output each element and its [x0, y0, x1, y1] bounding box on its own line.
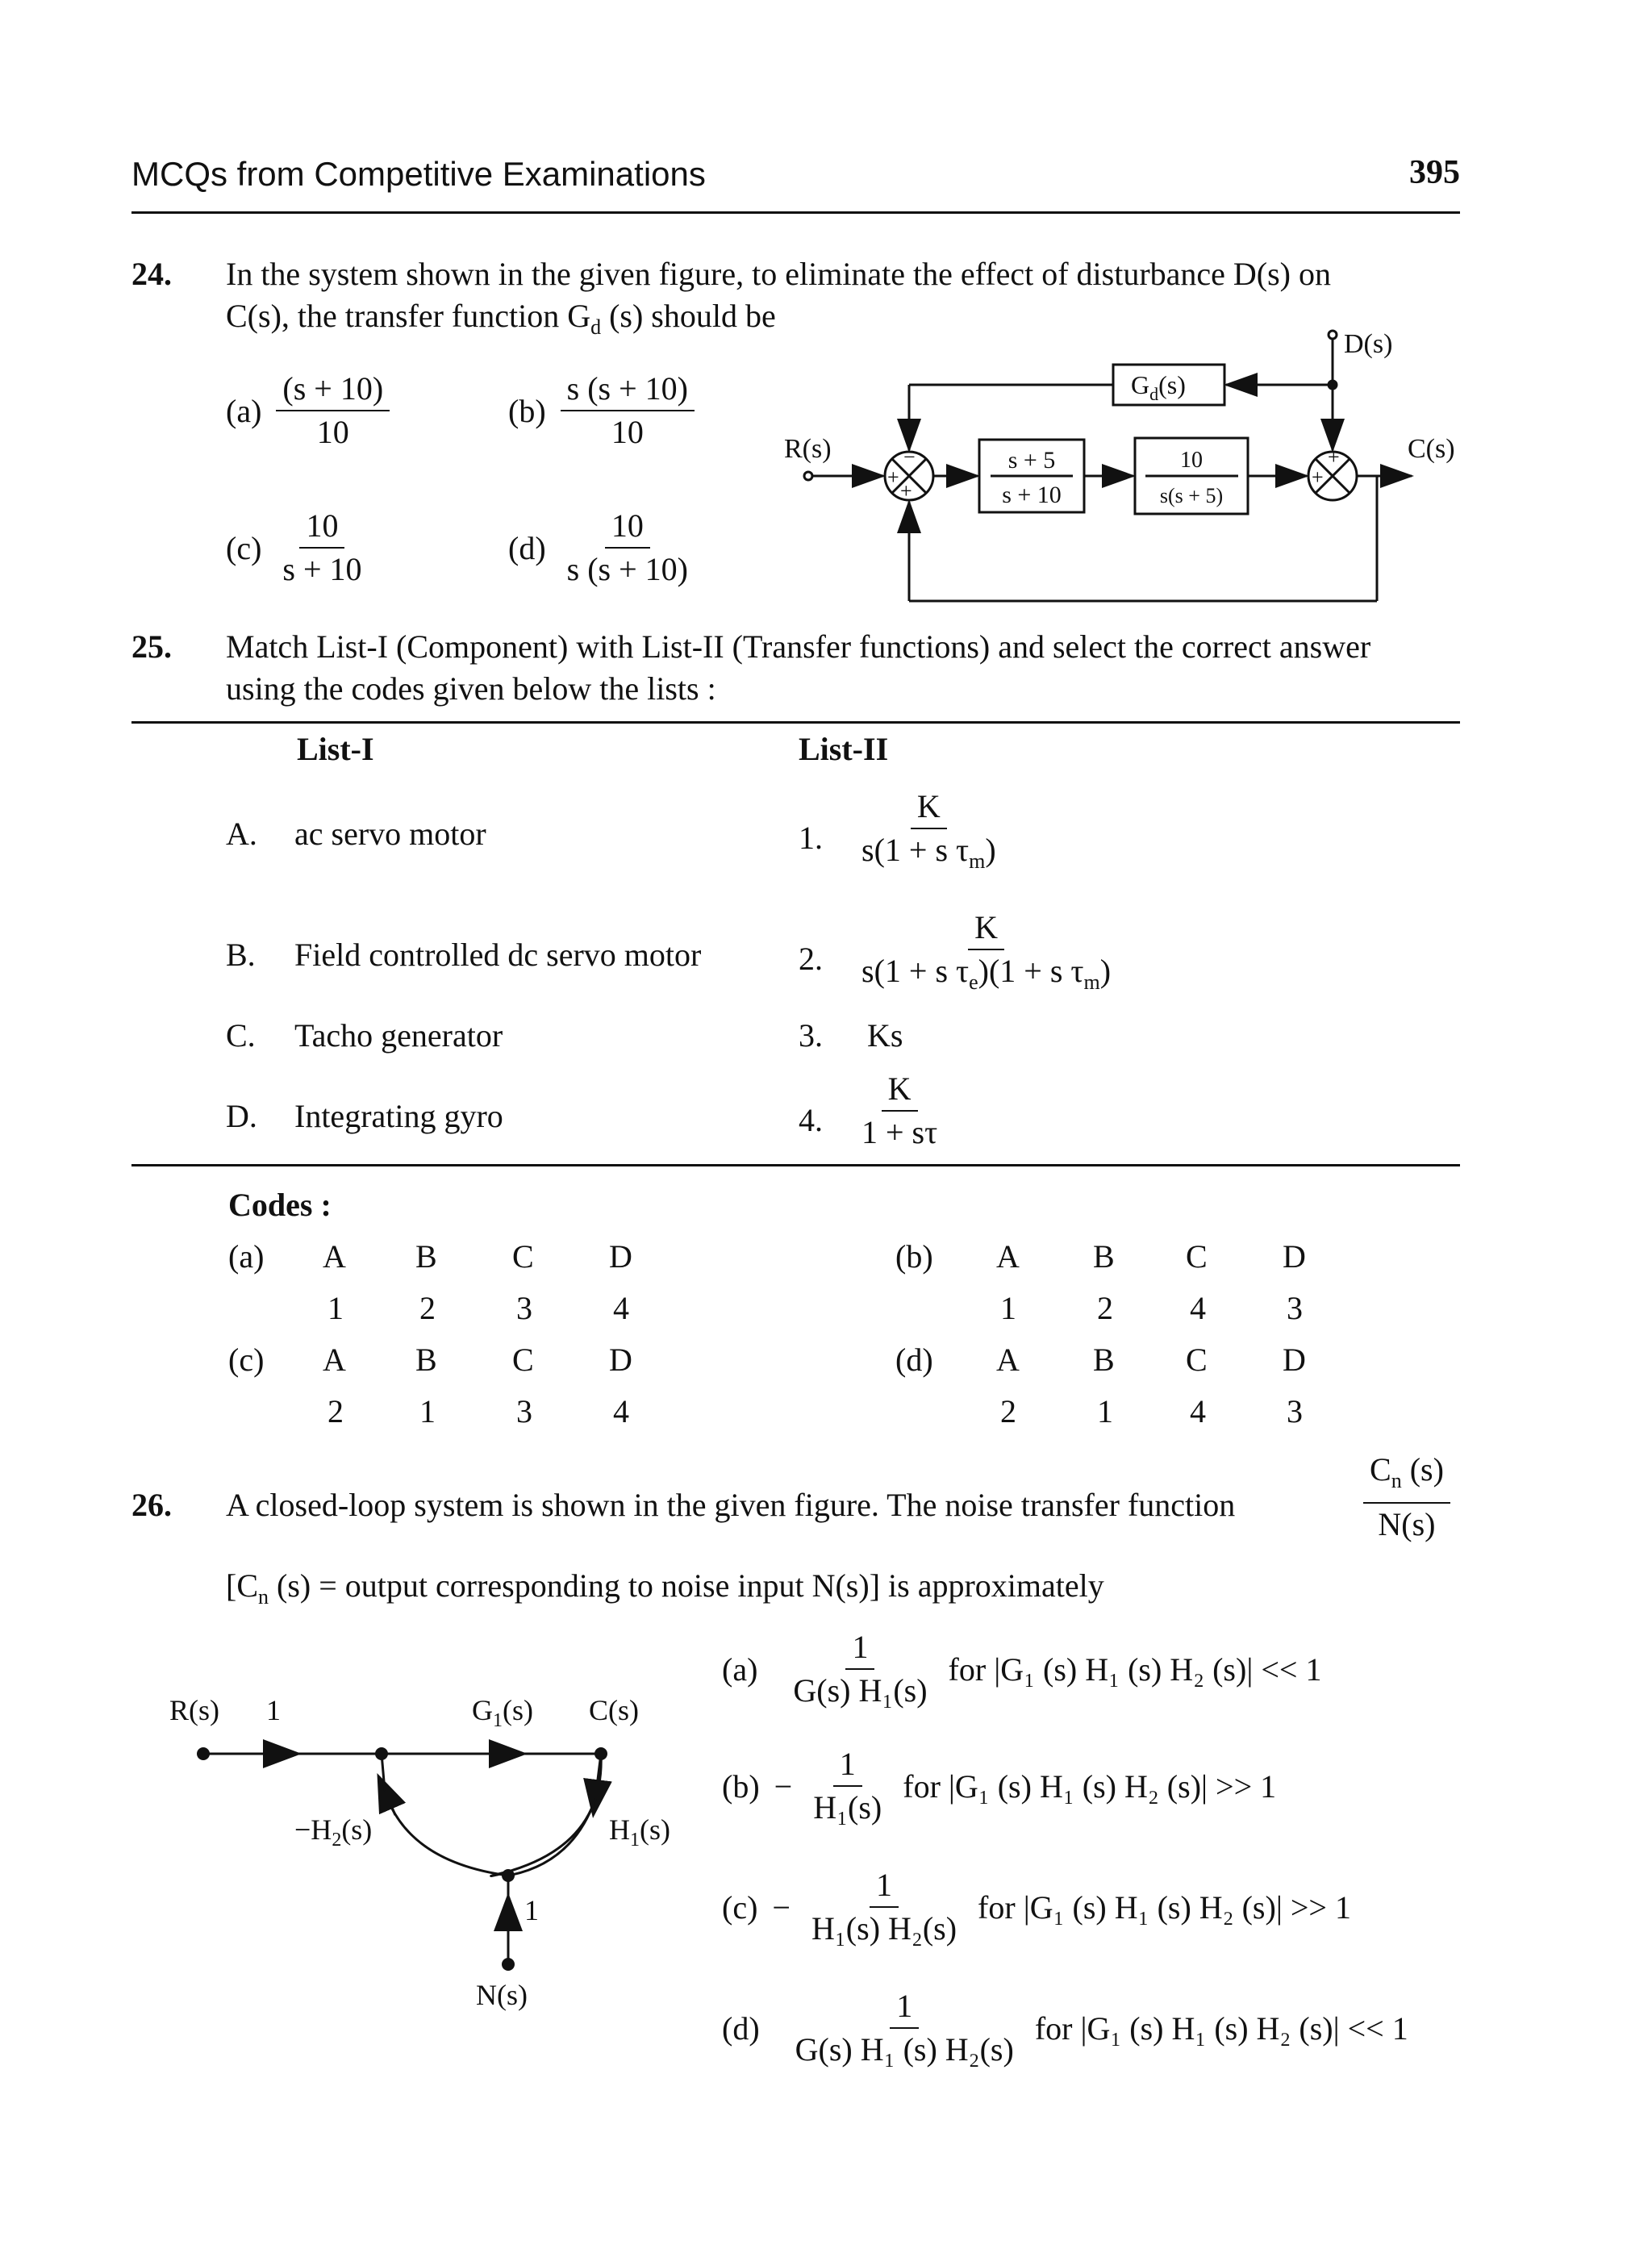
code-value: 1	[1000, 1290, 1016, 1326]
fraction: $\frac{10}{s + 10}$	[282, 507, 362, 587]
list1-key: B.	[226, 937, 256, 973]
code-letter: C	[512, 1342, 534, 1378]
code-value: 3	[516, 1290, 532, 1326]
sum1-plus-bottom: +	[900, 479, 912, 503]
gd-label: $G_d(s)$	[1131, 370, 1186, 404]
question-text-2: [$C_n$ (s) = output corresponding to noise input N(s)] is approximately	[226, 1567, 1104, 1609]
list2-key: 2.	[799, 941, 823, 977]
code-value: 2	[1097, 1290, 1113, 1326]
noise-gain-label: 1	[524, 1894, 539, 1926]
code-letter: D	[609, 1342, 632, 1378]
page-number: 395	[1409, 154, 1460, 191]
code-value: 1	[419, 1393, 436, 1429]
question-text: A closed-loop system is shown in the given figure. The noise transfer function	[226, 1487, 1236, 1523]
list1-item: Integrating gyro	[294, 1098, 503, 1134]
code-option-c[interactable]: (c)	[228, 1342, 265, 1378]
disturbance-label: D(s)	[1344, 329, 1393, 359]
code-letter: D	[609, 1238, 632, 1275]
question-number: 24.	[131, 256, 172, 292]
code-option-d[interactable]: (d)	[895, 1342, 933, 1378]
list2-fraction-1: $\frac{K}{s(1 + s \tau_m)}$	[861, 788, 996, 873]
option-a[interactable]: (a) $\frac{(s + 10)}{10}$	[226, 371, 390, 450]
code-letter: C	[1186, 1238, 1208, 1275]
question-number: 25.	[131, 628, 172, 665]
code-letter: A	[996, 1238, 1020, 1275]
code-value: 2	[327, 1393, 344, 1429]
code-letter: B	[1093, 1342, 1115, 1378]
list2-key: 3.	[799, 1017, 823, 1054]
n-label: N(s)	[476, 1979, 528, 2011]
fraction: $\frac{1}{\text{G(s) H₁ (s) H₂(s)}}$	[795, 1988, 1014, 2068]
fraction: $\frac{1}{\text{H₁(s) H₂(s)}}$	[811, 1867, 957, 1947]
block-diagram	[766, 319, 1492, 617]
list2-key: 1.	[799, 820, 823, 856]
node-n	[502, 1958, 515, 1971]
code-letter: A	[323, 1238, 346, 1275]
code-option-a[interactable]: (a)	[228, 1238, 265, 1275]
h1-label: $H_1(s)$	[609, 1813, 670, 1851]
list1-item: ac servo motor	[294, 816, 486, 852]
code-letter: A	[996, 1342, 1020, 1378]
header-rule	[131, 211, 1460, 214]
option-d[interactable]: (d) $\frac{10}{s (s + 10)}$	[508, 508, 695, 587]
sum1-plus: +	[887, 465, 899, 489]
code-value: 2	[419, 1290, 436, 1326]
code-letter: D	[1283, 1238, 1306, 1275]
question-text: Match List-I (Component) with List-II (Transfer functions) and select the correct answer using the codes given below the lists :	[226, 628, 1371, 707]
code-value: 4	[1190, 1290, 1206, 1326]
block1-num: s + 5	[1007, 447, 1056, 474]
input-label: R(s)	[784, 434, 832, 464]
node-c	[594, 1747, 607, 1760]
code-letter: C	[1186, 1342, 1208, 1378]
code-letter: B	[415, 1238, 437, 1275]
block1-den: s + 10	[1002, 482, 1062, 508]
list1-item: Field controlled dc servo motor	[294, 937, 702, 973]
code-value: 4	[613, 1290, 629, 1326]
option-d[interactable]: (d) $\frac{1}{\text{G(s) H₁ (s) H₂(s)}}$ for |G₁ (s) H₁ (s) H₂ (s)| << 1	[722, 1988, 1408, 2068]
code-option-b[interactable]: (b)	[895, 1238, 933, 1275]
g1-label: $G_1(s)$	[472, 1694, 533, 1731]
option-b[interactable]: (b) − $\frac{1}{\text{H₁(s)}}$ for |G₁ (s) H₁ (s) H₂ (s)| >> 1	[722, 1746, 1277, 1826]
code-value: 4	[1190, 1393, 1206, 1429]
code-value: 4	[613, 1393, 629, 1429]
list1-heading: List-I	[297, 731, 374, 767]
list2-fraction-2: $\frac{K}{s(1 + s \tau_e)(1 + s \tau_m)}$	[861, 909, 1112, 994]
sum2-plus-left: +	[1312, 465, 1324, 489]
fraction: $\frac{1}{\text{H₁(s)}}$	[813, 1746, 882, 1826]
noise-transfer-function: $\frac{C_n (s)}{N(s)}$	[1363, 1452, 1450, 1542]
option-a[interactable]: (a) $\frac{1}{\text{G(s) H₁(s)}}$ for |G₁ (s) H₁ (s) H₂ (s)| << 1	[722, 1629, 1322, 1709]
code-letter: A	[323, 1342, 346, 1378]
list1-key: A.	[226, 816, 257, 852]
list1-item: Tacho generator	[294, 1017, 503, 1054]
code-value: 1	[327, 1290, 344, 1326]
block2-den: s(s + 5)	[1159, 484, 1224, 507]
list2-key: 4.	[799, 1102, 823, 1138]
code-letter: B	[1093, 1238, 1115, 1275]
code-value: 3	[1287, 1290, 1303, 1326]
node-1	[375, 1747, 388, 1760]
sum1-minus-top: −	[903, 445, 916, 469]
table-rule-bottom	[131, 1164, 1460, 1166]
c-label: C(s)	[589, 1694, 639, 1726]
code-letter: B	[415, 1342, 437, 1378]
option-b[interactable]: (b) $\frac{s (s + 10)}{10}$	[508, 371, 695, 450]
code-value: 2	[1000, 1393, 1016, 1429]
r-label: R(s)	[169, 1694, 219, 1726]
fraction: $\frac{(s + 10)}{10}$	[276, 371, 390, 450]
list2-fraction-4: $\frac{K}{1 + s\tau}$	[861, 1070, 938, 1150]
list1-key: D.	[226, 1098, 257, 1134]
code-letter: D	[1283, 1342, 1306, 1378]
option-c[interactable]: (c) − $\frac{1}{\text{H₁(s) H₂(s)}}$ for |G₁ (s) H₁ (s) H₂ (s)| >> 1	[722, 1867, 1351, 1947]
output-label: C(s)	[1408, 434, 1455, 464]
codes-label: Codes :	[228, 1187, 332, 1223]
block2-num: 10	[1180, 448, 1203, 473]
fraction: $\frac{10}{s (s + 10)}$	[566, 507, 688, 587]
list2-heading: List-II	[799, 731, 889, 767]
sum2-plus-top: +	[1328, 445, 1340, 469]
table-rule-top	[131, 721, 1460, 724]
code-value: 3	[516, 1393, 532, 1429]
gain-one-label: 1	[266, 1694, 281, 1726]
node-r	[197, 1747, 210, 1760]
node-2	[502, 1869, 515, 1882]
list2-item: Ks	[867, 1017, 903, 1054]
signal-flow-graph	[153, 1678, 718, 2011]
code-value: 1	[1097, 1393, 1113, 1429]
question-number: 26.	[131, 1487, 172, 1523]
question-text: In the system shown in the given figure, to eliminate the effect of disturbance D(s) on C(s), the transfer function $G_d$ (s) should be	[226, 256, 1331, 339]
h2-label: $-H_2(s)$	[294, 1813, 373, 1851]
list1-key: C.	[226, 1017, 256, 1054]
option-c[interactable]: (c) $\frac{10}{s + 10}$	[226, 508, 369, 587]
code-value: 3	[1287, 1393, 1303, 1429]
fraction: $\frac{s (s + 10)}{10}$	[561, 371, 695, 450]
fraction: $\frac{1}{\text{G(s) H₁(s)}}$	[793, 1629, 928, 1709]
code-letter: C	[512, 1238, 534, 1275]
running-header-title: MCQs from Competitive Examinations	[131, 155, 706, 193]
